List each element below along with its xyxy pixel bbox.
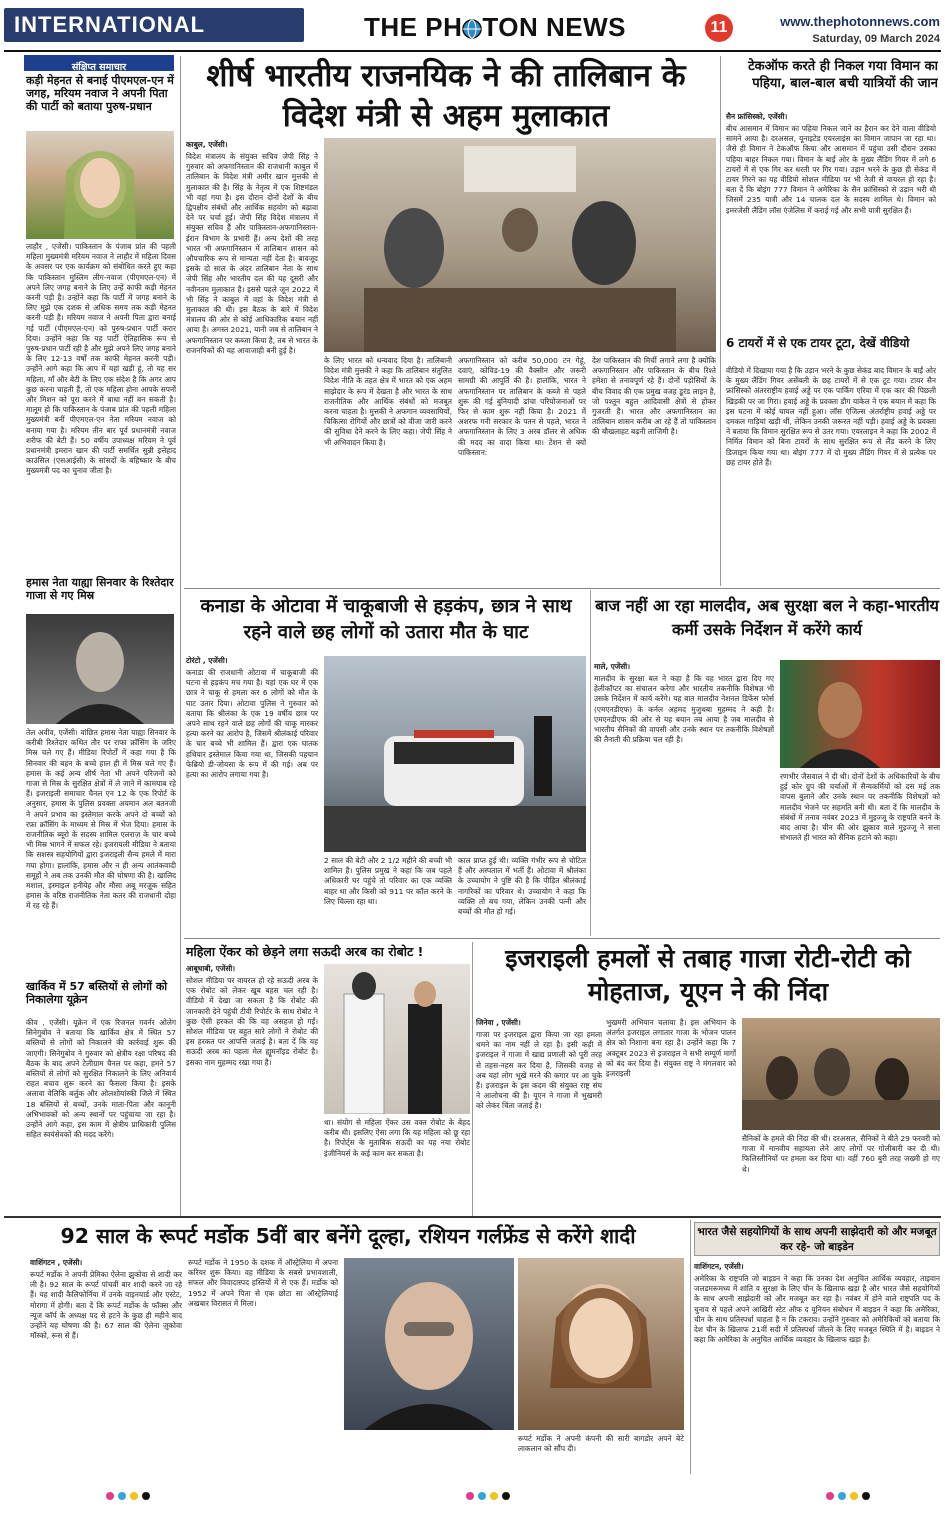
muizzu-photo [780,660,940,768]
canada-body-3: काल प्राप्त हुई थी। व्यक्ति गंभीर रूप से चोटिल हैं और अस्पताल में भर्ती हैं। ओटावा में श्रीलंका के उच्चायोग ने पुष्टि की है कि पीड़ित श्रीलंकाई नागरिकों का परिवार थे। उच्चायोग ने कहा कि व्यक्ति तो बच गया, लेकिन उनकी पत्नी और बच्चों की मौत हो गई। [458,856,586,917]
masthead-rule [4,50,941,52]
paper-logo [355,12,635,52]
canada-dateline: टोरंटो , एजेंसी। [186,656,228,665]
paper-name-pre: THE PH [364,12,463,42]
canada-body: कनाडा की राजधानी ओटावा में चाकूबाजी की घटना से हड़कंप मच गया है। यहां एक घर में एक छात्र ने चाकू से हमला कर 6 लोगों को मौत के घाट उतार दिया। ओटावा पुलिस ने गुरुवार को बताया कि श्रीलंका के एक 19 वर्षीय छात्र पर अपने साथ रहने वाले छह लोगों की चाकू मारकर हत्या करने का आरोप है, जिसमें श्रीलंकाई परिवार के चार बच्चे भी शामिल हैं। द्वारा एक घातक हथियार इस्तेमाल किया गया था, जिसकी पहचान फेब्रियो डी-जोयसा के रूप में की गई। अब पर हत्या का आरोप लगाया गया है। [186,668,318,780]
lead-col-4: देश पाकिस्तान की मिर्ची लगाने लगा है क्योंकि अफगानिस्तान और पाकिस्तान के बीच रिश्ते हमेशा से तनावपूर्ण रहे हैं। दोनों पड़ोसियों के बीच विवाद की एक प्रमुख वजह डूरंड लाइन है, जो पश्तून बहुल आदिवासी क्षेत्रों से होकर गुजरती है। भारत और अफगानिस्तान का तालिबान शासन करीब आ रहे हैं तो पाकिस्तान की बौखलाहट बढ़नी लाजिमी है। [592,356,716,437]
zhukova-photo [518,1258,684,1430]
gaza-body: गाजा पर इजराइल द्वारा किया जा रहा हमला थमने का नाम नहीं ले रहा है। इसी कड़ी में इजराइल ने गाजा में खाद्य प्रणाली को पूरी तरह से तहस-नहस कर दिया है, जिसकी वजह से अब यहां लोग भूखे मरने की कगार पर आ चुके हैं। इजराइल के इस कदम की संयुक्त राष्ट्र संघ ने आलोचना की है। यूएन ने गाजा में भुखमरी को लेकर चिंता जताई है। [476,1030,602,1111]
robot-photo [324,964,470,1114]
sidebar-headline-2: हमास नेता याह्या सिनवार के रिश्तेदार गाजा से गए मिस्र [26,576,174,603]
murdoch-dateline: वाशिंगटन , एजेंसी। [30,1258,83,1267]
ottawa-police-photo [324,656,586,852]
lead-col-2: के लिए भारत को धन्यवाद दिया है। तालिबानी विदेश मंत्री मुत्तकी ने कहा कि तालिबान संतुलित विदेश नीति के तहत क्षेत्र में भारत को एक अहम साझेदार के रूप में देखता है और भारत के साथ राजनीतिक और आर्थिक संबंधों को मजबूत करना चाहता है। मुत्तकी ने अफगान व्यवसायियों, चिकित्सा रोगियों और छात्रों को वीजा जारी करने की सुविधा देने करने के लिए कहा। जेपी सिंह ने भी अभिवादन किया है। [324,356,452,447]
plane-headline: टेकऑफ करते ही निकल गया विमान का पहिया, बाल-बाल बची यात्रियों की जान [748,59,938,91]
issue-date: Saturday, 09 March 2024 [812,33,940,45]
gaza-body-3: सैनिकों के हमले की निंदा की थी। दरअसल, सैनिकों ने बीते 29 फरवरी को गाजा में मानवीय सहायता लेने आए लोगों पर गोलीबारी कर दी थी। फिलिस्तीनियों पर हमला कर दिया था। वहीं 760 बुरी तरह जख्मी हो गए थे। [742,1134,940,1174]
sinwar-photo [26,614,174,724]
section-title: INTERNATIONAL [14,12,206,37]
paper-name-post: TON NEWS [482,12,626,42]
maldives-headline: बाज नहीं आ रहा मालदीव, अब सुरक्षा बल ने कहा-भारतीय कर्मी उसके निर्देशन में करेंगे कार्य [595,596,939,639]
page-number: 11 [710,19,728,36]
gaza-body-2: भुखमरी अभियान चलाया है। इस अभियान के अंतर्गत इजराइल लगातार गाजा के भोजन पालन क्षेत्र को निशाना बना रहा है। उन्होंने कहा कि 7 अक्टूबर 2023 से इजराइल ने सभी सम्पूर्ण मार्गों को बंद कर दिया है। संयुक्त राष्ट्र ने मंगलवार को इजराइली [606,1018,736,1079]
section-rule-2 [184,938,940,939]
sidebar-label-tab [24,55,174,71]
gaza-crowd-photo [742,1018,940,1130]
plane-dateline: सैन फ्रांसिस्को, एजेंसी। [726,112,788,121]
murdoch-body: रूपर्ट मर्डोक ने अपनी प्रेमिका ऐलेना झुकोवा से शादी कर ली है। 92 साल के रूपर्ट पांचवीं बार शादी करने जा रहे हैं। यह शादी कैलिफोर्निया में उनके वाइनयार्ड और एस्टेट, मोरागा में होगी। बता दें कि रूपर्ट मर्डोक के फॉक्स और न्यूज कॉर्प के अध्यक्ष पद से हटने के कुछ ही महीने बाद उन्होंने यह घोषणा की है। 67 साल की ऐलेना ज़ुकोवा मॉस्को, रूस से हैं। [30,1270,182,1341]
maldives-divider [590,590,591,936]
section-rule-1 [184,588,940,589]
sidebar-headline-1: कड़ी मेहनत से बनाई पीएमएल-एन में जगह, मरियम नवाज ने अपनी पिता की पार्टी को बताया पुरुष-प्रधान [26,74,174,114]
page-number-badge [705,14,733,42]
maldives-body: मालदीव के सुरक्षा बल ने कहा है कि वह भारत द्वारा दिए गए हेलीकॉप्टर का संचालन करेगा और भारतीय तकनीकि विशेषज्ञ भी उसके निर्देशन में कार्य करेंगे। यह बात मालदीव नेशनल डिफेंस फोर्स (एमएनडीएफ) के कर्नल अहमद मुजुथबा मुहम्मद ने कही है। एमएनडीएफ की ओर से यह बयान तब आया है जब मालदीव से भारतीय सैनिकों की वापसी और उनके स्थान पर तकनीकि विशेषज्ञों की तैनाती की प्रक्रिया चल रही है। [594,674,774,745]
plane-subhead: 6 टायरों में से एक टायर टूटा, देखें वीडियो [726,336,910,350]
sidebar-label: संक्षिप्त समाचार [71,62,127,73]
canada-headline: कनाडा के ओटावा में चाकूबाजी से हड़कंप, छात्र ने साथ रहने वाले छह लोगों को उतारा मौत के घाट [200,596,572,643]
robot-headline: महिला ऐंकर को छेड़ने लगा सऊदी अरब का रोबोट ! [186,944,424,959]
biden-dateline: वाशिंगटन, एजेंसी। [694,1262,744,1271]
gaza-divider [472,942,473,1216]
section-rule-3 [4,1216,941,1218]
murdoch-body-3: रूपर्ट मर्डोक ने अपनी कंपनी की सारी बागडोर अपने बेटे लाकलान को सौंप दी। [518,1434,684,1454]
kabul-meeting-photo [324,138,716,352]
sidebar-story-2-body: तेल अवीव, एजेंसी। वांछित हमास नेता याह्या सिनवार के करीबी रिश्तेदार कथित तौर पर राफा क्रॉसिंग के जरिए मिस्र चले गए हैं। मीडिया रिपोर्टों में कहा गया है कि सिनवार की बहन के बच्चे हाल ही में मिस्र चले गए हैं। हमास के कई अन्य शीर्ष नेता भी अपने परिजनों को गाजा से मिस्र के सुरक्षित क्षेत्रों में ले जाने में कामयाब रहे हैं। इजराइली समाचार चैनल एन 12 के एक रिपोर्ट के अनुसार, हमास के पुलिस प्रवक्ता अयमान अल बतनजी ने अपने प्रभाव का इस्तेमाल करके अपने दो बच्चों को रफ़ा क्रॉसिंग के माध्यम से मिस्र में भेज दिया। हमास के राजनीतिक ब्यूरो के सदस्य शामिल एलराज़ के चार बच्चे भी मिस्र भागने में सफल रहे। इजरायली मीडिया ने बताया कि सशस्त्र सहयोगियों द्वारा इजराइली सैन्य हमले में मारा गया होगा। हालांकि, हमास और न ही अन्य आतंकवादी समूहों ने अब तक उनकी मौत की घोषणा की है। खालिद मशाल, इस्माइल हनीयेह और मौसा अबू मरज़ूक सहित हमास के वरिष्ठ राजनीतिक नेता कतर की राजधानी दोहा में रह रहे हैं। [26,728,176,911]
murdoch-photo [344,1258,514,1430]
lead-col-3: अफगानिस्तान को करीब 50,000 टन गेहूं, दवाएं, कोविड-19 की वैक्सीन और जरूरी सामग्री की आपूर्ति की है। हालांकि, भारत ने अफगानिस्तान पर तालिबान के कब्जे से पहले शुरू की गई बुनियादी ढांचा परियोजनाओं पर फिर से काम शुरू नहीं किया है। 2021 में अशरफ गनी सरकार के पतन से पहले, भारत ने अफगानिस्तान के लिए 3 अरब डॉलर से अधिक की मदद का वादा किया था। टेंशन से क्यों पाकिस्तान: [458,356,586,457]
globe-icon [462,19,482,39]
right-column-divider [720,56,721,586]
section-tab [4,8,304,42]
biden-body: अमेरिका के राष्ट्रपति जो बाइडन ने कहा कि उनका देश अनुचित आर्थिक व्यवहार, ताइवान जलडमरूमध्य में शांति व सुरक्षा के लिए चीन के खिलाफ खड़ा है और भारत जैसे सहयोगियों के साथ अपनी साझेदारी को और मजबूत कर रहा है। नवंबर में होने वाले राष्ट्रपति पद के चुनाव से पहले अपने आखिरी स्टेट ऑफ द यूनियन संबोधन में बाइडन ने कहा कि अमेरिका, चीन के साथ प्रतिस्पर्धा चाहता है न कि टकराव। उन्होंने गुरुवार को अमेरिकियों को बताया कि देश चीन के खिलाफ 21वीं सदी में प्रतिस्पर्धा जीतने के लिए मजबूत स्थिति में है। बाइडन ने कहा कि अमेरिका के अनुचित आर्थिक व्यवहार के खिलाफ खड़ा है। [694,1274,940,1345]
robot-dateline: आबूधाबी, एजेंसी। [186,964,236,973]
sidebar-headline-3: खार्किव में 57 बस्तियों से लोगों को निकालेगा यूक्रेन [26,980,168,1007]
sidebar-story-1-body: लाहौर , एजेंसी। पाकिस्तान के पंजाब प्रांत की पहली महिला मुख्यमंत्री मरियम नवाज ने लाहौर में महिला दिवस के अवसर पर एक कार्यक्रम को संबोधित करते हुए कहा कि पाकिस्तान मुस्लिम लीग-नवाज (पीएमएल-एन) में अपने लिए जगह बनाने के लिए उन्हें काफी कड़ी मेहनत करनी पड़ी है। उन्होंने कहा कि पार्टी में जगह बनाने के लिए मुझे एक दशक से अधिक समय तक कड़ी मेहनत करनी पड़ी है। मरियम नवाज ने अपनी पिता द्वारा बनाई गई पार्टी (पीएमएल-एन) को पुरुष-प्रधान पार्टी करार दिया। उन्होंने कहा कि यह पार्टी ऐतिहासिक रूप से पुरुष-प्रधान पार्टी रही है और मुझे अपने लिए जगह बनाने के लिए 12-13 वर्षों तक काफी मेहनत करनी पड़ी। उन्होंने आगे कहा कि आप में यहां खड़ी हूं, तो यह सर महिला, माँ और बेटी के लिए एक संदेश है कि अगर आप कुछ करना चाहती हैं, तो एक महिला होना आपके सपनों और मिशन को पूरा करने में बाधा नहीं बन सकती है। मालूम हो कि पाकिस्तान के पंजाब प्रांत की पहली महिला मुख्यमंत्री बनीं पीएमएल-एन नेता मरियम नवाज को बनाया गया है। मरियम तीन बार पूर्व प्रधानमंत्री नवाज शरीफ की बेटी हैं। 50 वर्षीय उपाध्यक्ष मरियम ने पूर्व प्रधानमंत्री इमरान खान की पार्टी समर्थित सुन्नी इत्तेहाद काउंसिल (एसआईसी) के सांसदों के बहिष्कार के बीच मुख्यमंत्री पद का चुनाव जीता है। [26,242,176,476]
gaza-dateline: जिनेवा , एजेंसी। [476,1018,521,1027]
sidebar-story-3-body: कीव , एजेंसी। यूक्रेन में एक रिजनल गवर्नर ओलेग सिनेगुबोव ने बताया कि खार्किव क्षेत्र में स्थित 57 बस्तियों से लोगों को निकालने की कार्रवाई शुरू की जाएगी। सिनेगुबोव ने गुरुवार को क्षेत्रीय रक्षा परिषद की बैठक के बाद अपने टेलीग्राम चैनल पर कहा, हमने 57 बस्तियों से लोगों को सुरक्षित निकालने के लिए अनिवार्य राहत बचाव शुरू करने का फैसला किया है। इसके अलावा वेलिकि बर्लुक और ओलशोयांस्की जिले में स्थित 18 बस्तियों से बच्चों, उनके माता-पिता और कानूनी अभिभावकों को अन्य स्थानों पर पहुंचाया जा रहा है। उन्होंने आगे कहा, इस काम में क्षेत्रीय प्राधिकारी पुलिस सहित स्वयंसेवकों की मदद करेंगे। [26,1018,176,1140]
maldives-body-2: रणभीर जैसवाल ने दी थी। दोनों देशों के अधिकारियों के बीच हुई कोर ग्रुप की चर्चाओं में सैन्यकर्मियों को दस मई तक वापस बुलाने और उनके स्थान पर तकनीकि विशेषज्ञों को मालदीव भेजने पर सहमति बनी थी। बता दें कि मालदीव के संबंधों में तनाव नवंबर 2023 में मुइज्जू के राष्ट्रपति बनने के बाद आया है। चीन की ओर झुकाव वाले मुइज्जू ने सत्ता संभालते ही भारत को सैनिक हटाने को कहा। [780,772,940,843]
lead-headline: शीर्ष भारतीय राजनयिक ने की तालिबान के विदेश मंत्री से अहम मुलाकात [206,58,686,134]
print-registration-marks [0,1476,945,1516]
plane-body: बीच आसमान में विमान का पहिया निकल जाने का हैरान कर देने वाला वीडियो सामने आया है। दरअसल, यूनाइटेड एयरलाइंस का विमान जापान जा रहा था। जैसे ही विमान ने टेकऑफ किया और आसमान में पहुंचा उसी दौरान उसका पहिया बाहर निकल गया। विमान के बाईं ओर के मुख्य लैंडिंग गियर में लगे 6 टायरों में से एक गिर कर धरती पर गिर गया। उड़ान भरने के कुछ ही सेकंड में टायर गिरने का यह वीडियो सोशल मीडिया पर भी तेजी से वायरल हो रहा है। बता दें कि बोइंग 777 विमान ने अमेरिका के सैन फ्रांसिस्को से उड़ान भरी थी जिसमें 235 यात्री और 14 चालक दल के सदस्य शामिल थे। विमान को इमरजेंसी लैंडिंग लॉस एंजेलिस में कराई गई और सभी यात्री सुरक्षित हैं। [726,124,936,215]
murdoch-body-2: रूपर्ट मर्डोक ने 1950 के दशक में ऑस्ट्रेलिया में अपना करियर शुरू किया। वह मीडिया के सबसे प्रभावशाली, सफल और विवादास्पद हस्तियों में से एक हैं। मर्डोक को 1952 में अपने पिता से एक छोटा सा ऑस्ट्रेलियाई अखबार विरासत में मिला। [188,1258,338,1308]
murdoch-headline: 92 साल के रूपर्ट मर्डोक 5वीं बार बनेंगे दूल्हा, रशियन गर्लफ्रेंड से करेंगे शादी [60,1224,636,1248]
maldives-dateline: माले, एजेंसी। [594,662,631,671]
website-url: www.thephotonnews.com [780,14,940,29]
robot-body-2: था। संयोग से महिला ऐंकर उस वक्त रोबोट के बेहद करीब थी। इसलिए ऐसा लगा कि यह महिला को छू रहा है। रिपोर्ट्स के मुताबिक सऊदी का यह नया रोबोट इंजीनियर्स के कई काम कर सकता है। [324,1118,470,1158]
maryam-nawaz-photo [26,131,174,239]
sidebar-divider [180,56,181,1216]
robot-body: सोशल मीडिया पर वायरल हो रहे सऊदी अरब के एक रोबोट को लेकर खूब बहस चल रही है। वीडियो में देखा जा सकता है कि रोबोट की जानकारी देने पहुंची टीवी रिपोर्टर के साथ रोबोट ने कुछ ऐसी हरकत की कि वह असहज हो गईं। सोशल मीडिया पर बहुत सारे लोगों ने रोबोट की इस हरकत पर आपत्ति जताई है। बता दें कि यह सऊदी अरब का पहला मेल ह्यूमनॉइड रोबोट है। इसका नाम मुहम्मद रखा गया है। [186,976,318,1067]
lead-col-1: विदेश मंत्रालय के संयुक्त सचिव जेपी सिंह ने गुरुवार को अफगानिस्तान की राजधानी काबुल में तालिबान के विदेश मंत्री अमीर खान मुत्तकी से मुलाकात की है। सिंह के नेतृत्व में एक शिष्टमंडल भी वहां गया है। इस दौरान दोनों देशों के बीच द्विपक्षीय संबंधों और आर्थिक सहयोग को बढ़ावा देने पर चर्चा हुई। जेपी सिंह विदेश मंत्रालय में संयुक्त सचिव हैं और पाकिस्तान-अफगानिस्तान-ईरान विभाग के प्रभारी हैं। अन्य देशों की तरह भारत भी अफगानिस्तान में तालिबान शासन को औपचारिक रूप से मान्यता नहीं देता है। बावजूद इसके दो साल के अंदर तालिबान नेता के साथ जेपी सिंह और भारतीय दल की यह दूसरी और नवीनतम मुलाकात है। इससे पहले जून 2022 में भी सिंह ने काबुल में वहां के विदेश मंत्री से मुलाकात की थी। इस बैठक के बारे में विदेश मंत्रालय की ओर से कोई आधिकारिक बयान नहीं आया है। अगस्त 2021, यानी जब से तालिबान ने अफगानिस्तान पर कब्जा किया है, तब से भारत के राजनयिकों की यह आवाजाही बनी हुई है। [186,152,318,355]
canada-body-2: 2 साल की बेटी और 2 1/2 महीने की बच्ची भी शामिल है। पुलिस प्रमुख ने कहा कि जब पहले अधिकारी घर पहुंचे तो परिवार का एक व्यक्ति बाहर था और किसी को 911 पर कॉल करने के लिए चिल्ला रहा था। [324,856,452,906]
biden-headline: भारत जैसे सहयोगियों के साथ अपनी साझेदारी को और मजबूत कर रहे- जो बाइडेन [697,1226,937,1253]
lead-dateline: काबुल, एजेंसी। [186,140,228,149]
biden-divider [690,1220,691,1474]
plane-body-2: वीडियो में दिखाया गया है कि उड़ान भरने के कुछ सेकंड बाद विमान के बाईं ओर के मुख्य लैंडिंग गियर असेंबली के छह टायरों में से एक टूट गया। टायर सैन फ्रांसिस्को अंतरराष्ट्रीय हवाई अड्डे पर एक पार्किंग एरिया में एक कार की पिछली खिड़की पर जा गिरा। हवाई अड्डे के प्रवक्ता डौग याकेल ने एक बयान में कहा कि इस घटना में कोई घायल नहीं हुआ। लॉस एंजिल्स अंतर्राष्ट्रीय हवाई अड्डे पर दमकल गाड़ियां खड़ी थीं, लेकिन उनकी जरूरत नहीं पड़ी। हवाई अड्डे के प्रवक्ता ने बताया कि विमान सुरक्षित रूप से उतर गया। एयरलाइन ने कहा कि 2002 में निर्मित विमान को बिना टायरों के साथ सुरक्षित रूप से लैंड करने के लिए डिजाइन किया गया था। बोइंग 777 में दो मुख्य लैंडिंग गियर में से प्रत्येक पर छह टायर होते हैं। [726,366,936,467]
biden-headline-box [694,1222,940,1256]
gaza-headline: इजराइली हमलों से तबाह गाजा रोटी-रोटी को मोहताज, यूएन ने की निंदा [505,944,911,1006]
